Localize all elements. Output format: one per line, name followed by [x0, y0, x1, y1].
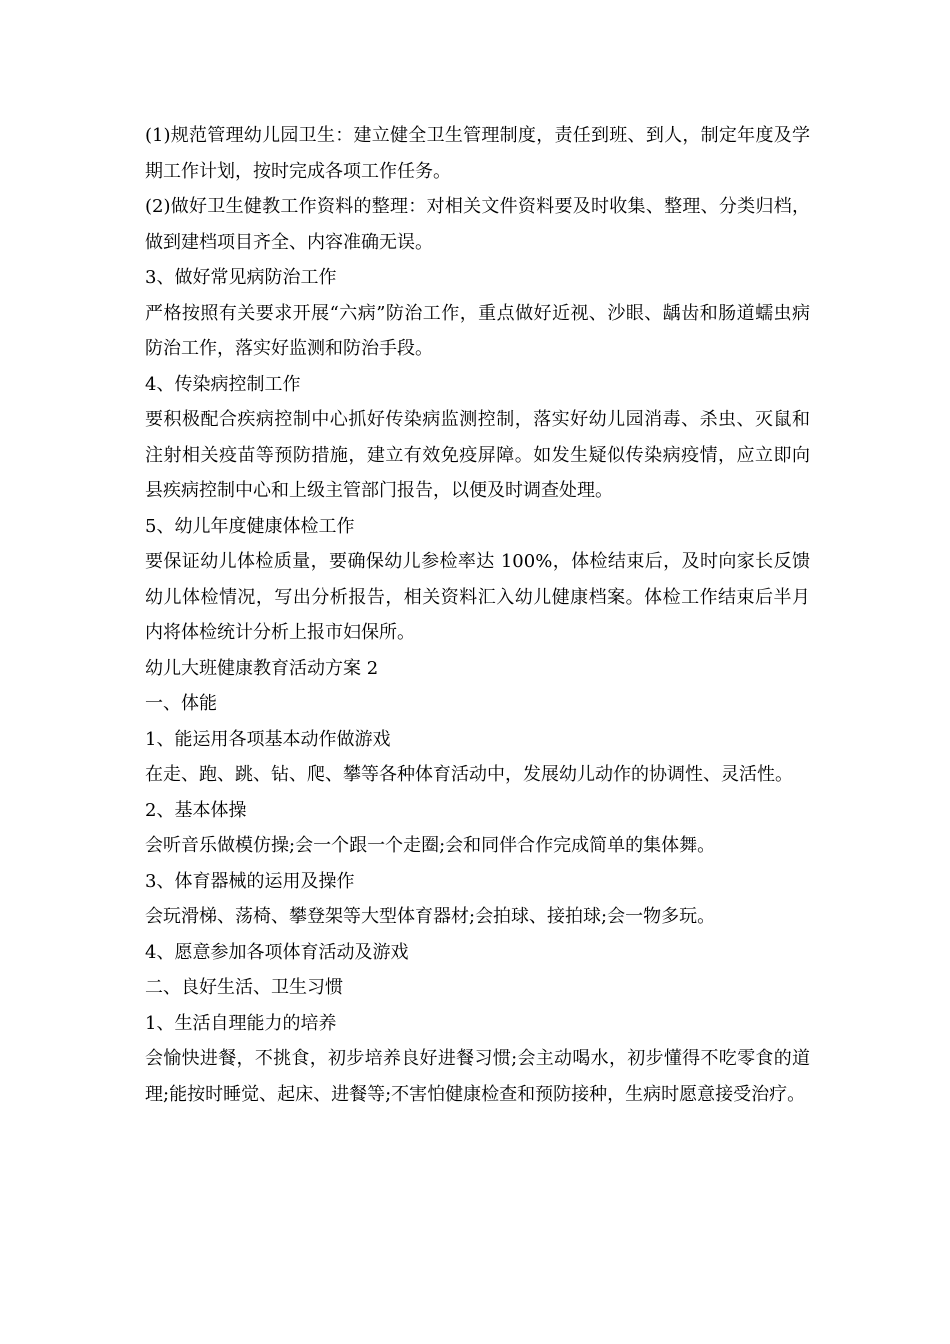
section-heading-5: 5、幼儿年度健康体检工作 [145, 515, 355, 537]
section-heading-habits: 二、良好生活、卫生习惯 [145, 977, 343, 998]
paragraph-8: 要保证幼儿体检质量，要确保幼儿参检率达 100%，体检结束后，及时向家长反馈幼儿体检情况，写出分析报告，相关资料汇入幼儿健康档案。体检工作结束后半月内将体检统计分析上报市妇保所。 [145, 551, 810, 643]
paragraph-12: 在走、跑、跳、钻、爬、攀等各种体育活动中，发展幼儿动作的协调性、灵活性。 [145, 764, 793, 785]
paragraph-1: (1)规范管理幼儿园卫生：建立健全卫生管理制度，责任到班、到人，制定年度及学期工作计划，按时完成各项工作任务。 [145, 125, 810, 182]
subheading-2: 2、基本体操 [145, 799, 247, 821]
subheading-3: 3、体育器械的运用及操作 [145, 870, 355, 892]
paragraph-4: 严格按照有关要求开展“六病”防治工作，重点做好近视、沙眼、龋齿和肠道蠕虫病防治工作，落实好监测和防治手段。 [145, 302, 810, 359]
section-heading-physical: 一、体能 [145, 693, 217, 714]
document-body [145, 118, 810, 1112]
subheading-5: 1、生活自理能力的培养 [145, 1012, 337, 1034]
section-heading-3: 3、做好常见病防治工作 [145, 267, 337, 288]
paragraph-20: 会愉快进餐，不挑食，初步培养良好进餐习惯;会主动喝水，初步懂得不吃零食的道理;能按时睡觉、起床、进餐等;不害怕健康检查和预防接种，生病时愿意接受治疗。 [145, 1048, 810, 1105]
section-heading-4: 4、传染病控制工作 [145, 373, 301, 395]
subheading-1: 1、能运用各项基本动作做游戏 [145, 728, 391, 750]
paragraph-16: 会玩滑梯、荡椅、攀登架等大型体育器材;会拍球、接拍球;会一物多玩。 [145, 906, 716, 927]
subheading-4: 4、愿意参加各项体育活动及游戏 [145, 941, 409, 963]
paragraph-6: 要积极配合疾病控制中心抓好传染病监测控制，落实好幼儿园消毒、杀虫、灭鼠和注射相关疫苗等预防措施，建立有效免疫屏障。如发生疑似传染病疫情，应立即向县疾病控制中心和上级主管部门报告，以便及时调查处理。 [145, 409, 810, 501]
paragraph-2: (2)做好卫生健教工作资料的整理：对相关文件资料要及时收集、整理、分类归档，做到建档项目齐全、内容准确无误。 [145, 196, 810, 253]
document-title: 幼儿大班健康教育活动方案 2 [145, 657, 379, 679]
paragraph-14: 会听音乐做模仿操;会一个跟一个走圈;会和同伴合作完成简单的集体舞。 [145, 835, 716, 856]
